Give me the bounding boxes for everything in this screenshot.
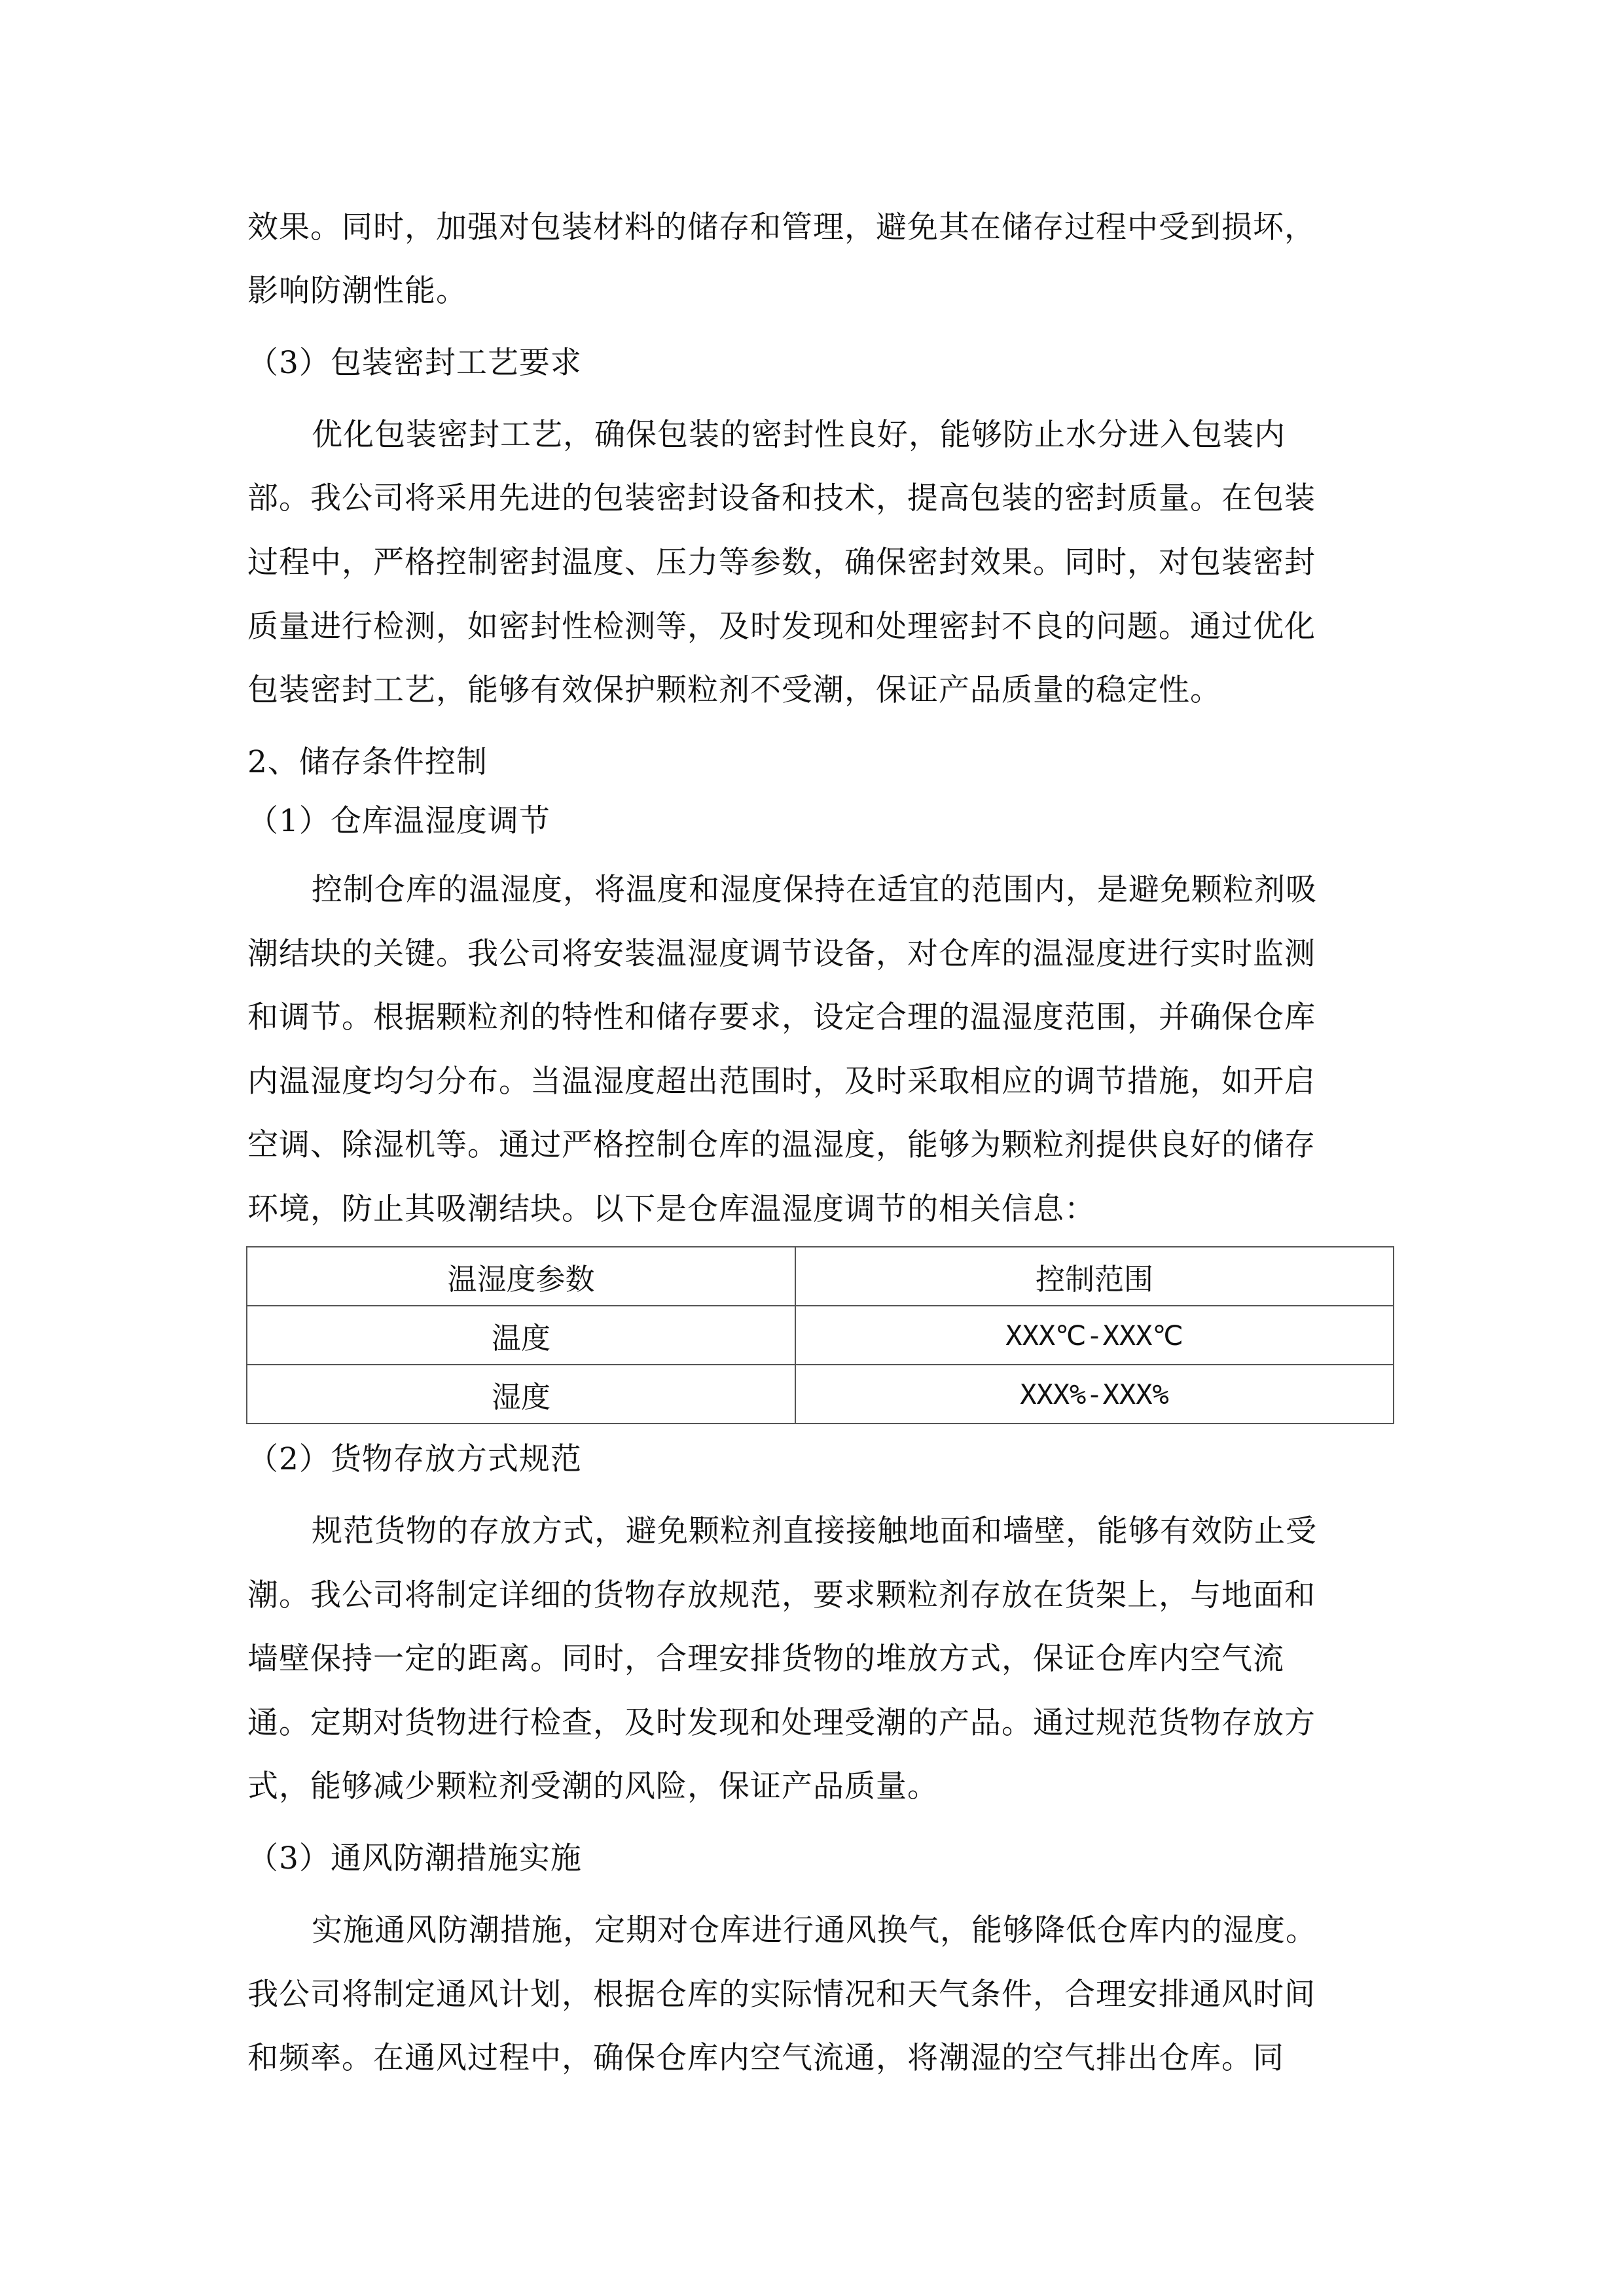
paragraph-line: 和频率。在通风过程中，确保仓库内空气流通，将潮湿的空气排出仓库。同	[247, 2040, 1284, 2076]
paragraph-line: 规范货物的存放方式，避免颗粒剂直接接触地面和墙壁，能够有效防止受	[312, 1513, 1317, 1549]
paragraph-line: 我公司将制定通风计划，根据仓库的实际情况和天气条件，合理安排通风时间	[247, 1977, 1316, 2013]
section-heading-storage: 2、储存条件控制	[247, 744, 488, 780]
table-cell: 温度	[247, 1306, 795, 1365]
paragraph-line: 效果。同时，加强对包装材料的储存和管理，避免其在储存过程中受到损坏，	[247, 209, 1316, 245]
paragraph-line: 控制仓库的温湿度，将温度和湿度保持在适宜的范围内，是避免颗粒剂吸	[312, 872, 1317, 908]
paragraph-line: 优化包装密封工艺，确保包装的密封性良好，能够防止水分进入包装内	[312, 417, 1286, 453]
table-cell: XXX%-XXX%	[795, 1365, 1394, 1424]
section-heading-warehouse-climate: （1）仓库温湿度调节	[247, 803, 550, 839]
paragraph-line: 通。定期对货物进行检查，及时发现和处理受潮的产品。通过规范货物存放方	[247, 1705, 1316, 1741]
table-header-cell: 温湿度参数	[247, 1247, 795, 1306]
paragraph-line: 内温湿度均匀分布。当温湿度超出范围时，及时采取相应的调节措施，如开启	[247, 1064, 1316, 1100]
section-heading-ventilation: （3）通风防潮措施实施	[247, 1840, 582, 1876]
paragraph-line: 式，能够减少颗粒剂受潮的风险，保证产品质量。	[247, 1768, 939, 1804]
paragraph-line: 环境，防止其吸潮结块。以下是仓库温湿度调节的相关信息：	[247, 1191, 1096, 1227]
paragraph-line: 质量进行检测，如密封性检测等，及时发现和处理密封不良的问题。通过优化	[247, 609, 1316, 645]
paragraph-line: 过程中，严格控制密封温度、压力等参数，确保密封效果。同时，对包装密封	[247, 545, 1316, 581]
paragraph-line: 和调节。根据颗粒剂的特性和储存要求，设定合理的温湿度范围，并确保仓库	[247, 999, 1316, 1035]
paragraph-line: 潮结块的关键。我公司将安装温湿度调节设备，对仓库的温湿度进行实时监测	[247, 936, 1316, 972]
table-header-cell: 控制范围	[795, 1247, 1394, 1306]
paragraph-line: 潮。我公司将制定详细的货物存放规范，要求颗粒剂存放在货架上，与地面和	[247, 1577, 1316, 1613]
paragraph-line: 墙壁保持一定的距离。同时，合理安排货物的堆放方式，保证仓库内空气流	[247, 1641, 1284, 1677]
table-cell: XXX℃-XXX℃	[795, 1306, 1394, 1365]
table-cell: 湿度	[247, 1365, 795, 1424]
table-header-row	[247, 1247, 1394, 1306]
climate-control-table	[246, 1246, 1394, 1424]
section-heading-packaging-seal: （3）包装密封工艺要求	[247, 345, 582, 381]
paragraph-line: 空调、除湿机等。通过严格控制仓库的温湿度，能够为颗粒剂提供良好的储存	[247, 1127, 1316, 1163]
paragraph-line: 影响防潮性能。	[247, 273, 467, 309]
section-heading-goods-storage: （2）货物存放方式规范	[247, 1441, 582, 1477]
paragraph-line: 部。我公司将采用先进的包装密封设备和技术，提高包装的密封质量。在包装	[247, 480, 1316, 516]
table-row	[247, 1365, 1394, 1424]
table-row	[247, 1306, 1394, 1365]
paragraph-line: 实施通风防潮措施，定期对仓库进行通风换气，能够降低仓库内的湿度。	[312, 1912, 1317, 1948]
paragraph-line: 包装密封工艺，能够有效保护颗粒剂不受潮，保证产品质量的稳定性。	[247, 672, 1221, 708]
